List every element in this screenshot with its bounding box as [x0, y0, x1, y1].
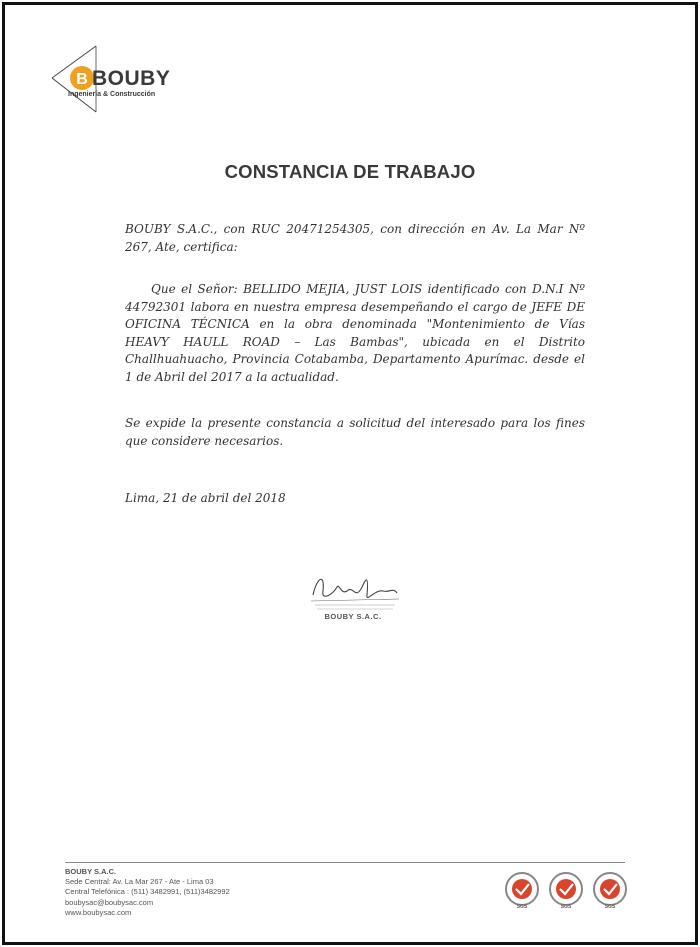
footer-address: Sede Central: Av. La Mar 267 - Ate - Lima 03 [65, 877, 214, 887]
company-logo [50, 45, 200, 115]
body-paragraph: Que el Señor: BELLIDO MEJIA, JUST LOIS identificado con D.N.I Nº 44792301 labora en nuestra empresa desempeñando el cargo de JEFE DE OFICINA TÉCNICA en la obra denominada "Montenimiento de Vías HEAVY HAULL ROAD – Las Bambas", ubicada en el Distrito Challhuahuacho, Provincia Cotabamba, Departamento Apurímac. desde el 1 de Abril del 2017 a la actualidad. [125, 282, 585, 384]
document-page [2, 2, 698, 945]
footer-contact [65, 867, 230, 918]
document-title: CONSTANCIA DE TRABAJO [224, 161, 476, 182]
signature-caption: BOUBY S.A.C. [324, 612, 382, 621]
svg-text:B: B [76, 71, 88, 88]
footer-divider [65, 862, 625, 863]
logo-name: BOUBY [92, 67, 171, 90]
footer-web: www.boubysac.com [65, 907, 132, 917]
logo-tagline: Ingeniería & Construcción [68, 91, 156, 98]
date-line: Lima, 21 de abril del 2018 [125, 491, 286, 505]
certification-seal [546, 871, 586, 915]
certification-seals [502, 871, 632, 915]
footer-phone: Central Telefónica : (511) 3482991, (511)3482992 [65, 887, 230, 897]
signature-scribble-icon [303, 565, 403, 615]
footer-company: BOUBY S.A.C. [65, 867, 117, 876]
certification-seal [502, 871, 542, 915]
certification-label: SGS [516, 904, 528, 910]
certification-label: SGS [604, 904, 616, 910]
intro-paragraph: BOUBY S.A.C., con RUC 20471254305, con dirección en Av. La Mar Nº 267, Ate, certifica: [125, 222, 585, 254]
certification-seal [590, 871, 630, 915]
request-paragraph: Se expide la presente constancia a solicitud del interesado para los fines que considere necesarios. [125, 416, 585, 448]
signature-block [303, 565, 403, 635]
certification-label: SGS [560, 904, 572, 910]
footer-email: boubysac@boubysac.com [65, 897, 154, 907]
